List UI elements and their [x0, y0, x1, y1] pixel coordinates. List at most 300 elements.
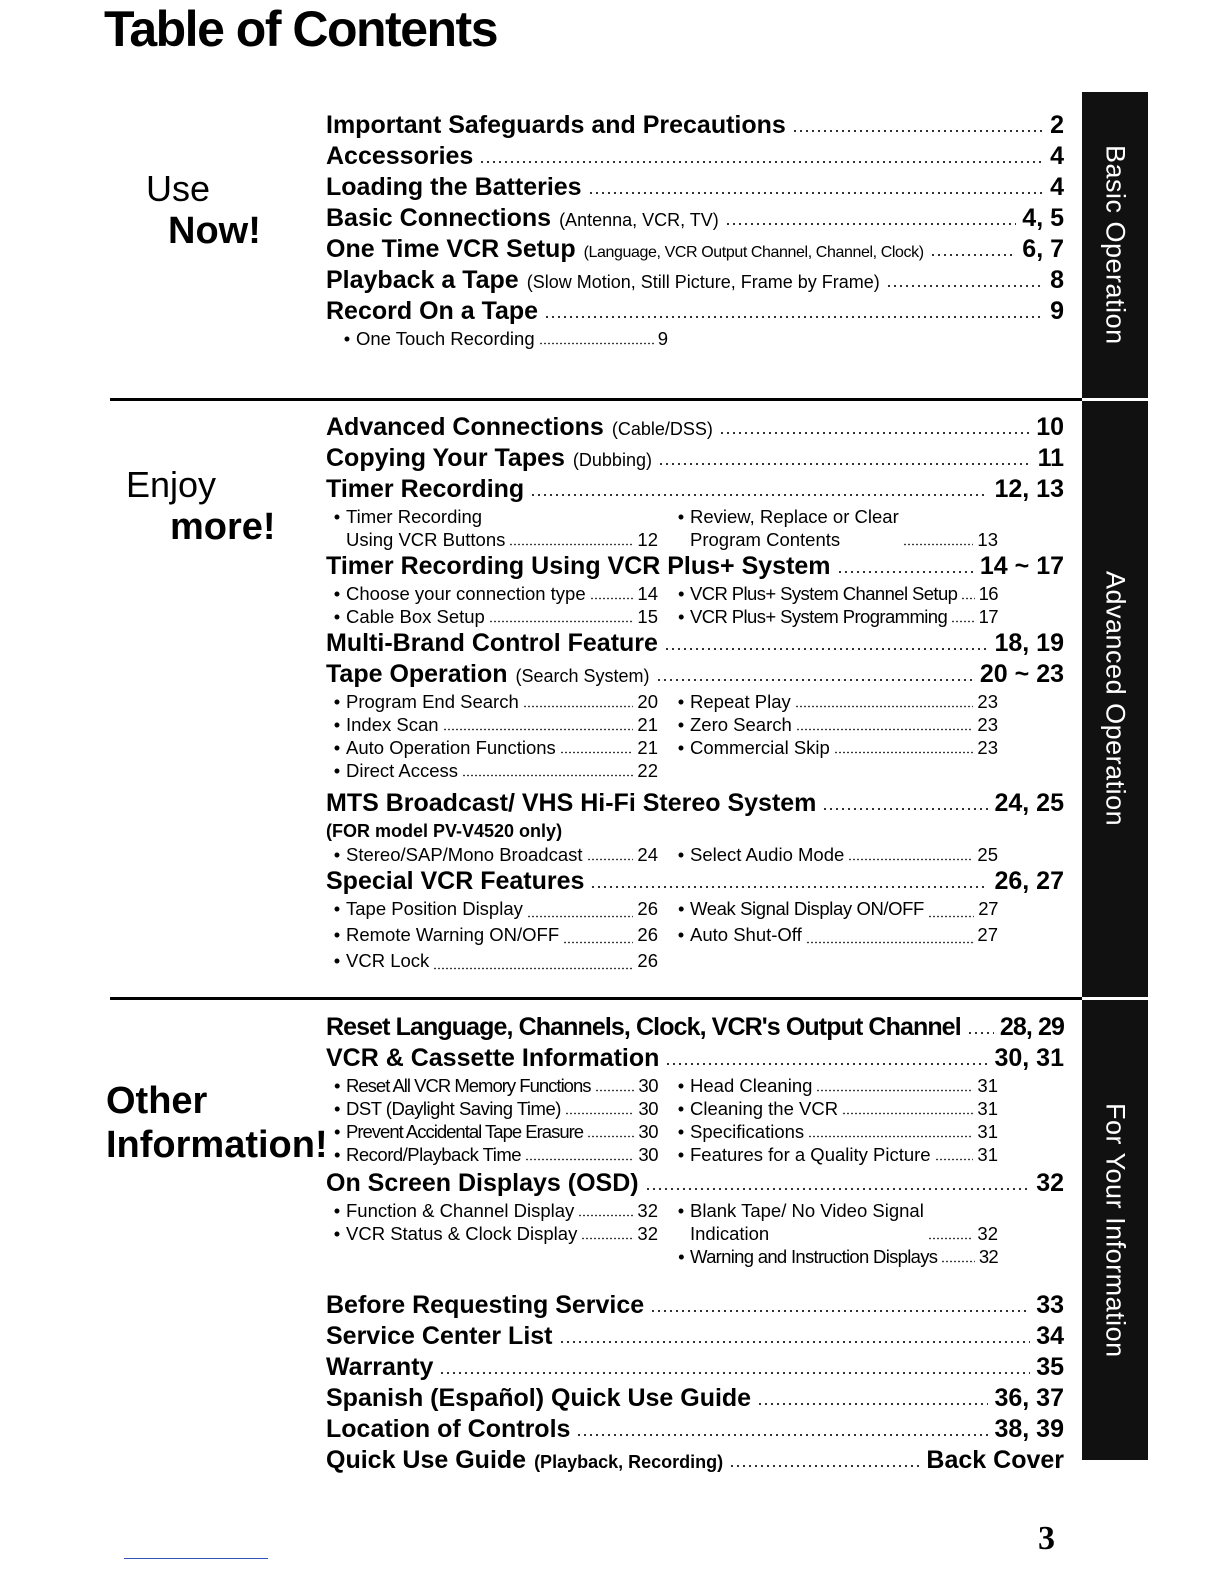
leader-dots — [523, 698, 634, 708]
leader-dots — [664, 637, 989, 651]
leader-dots — [967, 1021, 994, 1035]
leader-dots — [439, 1361, 1030, 1375]
leader-dots — [565, 1105, 635, 1115]
basic-entries — [326, 110, 1064, 350]
leader-dots — [808, 1128, 973, 1138]
leader-dots — [590, 590, 634, 600]
entry-page: 20 ~ 23 — [979, 660, 1064, 688]
bullet: • — [334, 1075, 340, 1096]
sub-entries — [328, 505, 1048, 551]
sub-text: Tape Position Display — [346, 898, 523, 919]
leader-dots — [928, 1230, 974, 1240]
sub-page: 13 — [977, 529, 998, 550]
sub-page: 12 — [637, 529, 658, 550]
bullet: • — [333, 950, 341, 971]
leader-dots — [941, 1253, 974, 1263]
sub-page: 24 — [637, 844, 658, 865]
sub-entry[interactable] — [328, 923, 658, 949]
tab-basic-operation[interactable] — [1082, 92, 1148, 398]
sub-page: 16 — [978, 583, 998, 604]
sub-entry[interactable] — [328, 690, 658, 713]
sub-page: 31 — [977, 1121, 998, 1142]
sub-text-line2: Using VCR Buttons — [346, 529, 506, 550]
entry-note: (Search System) — [515, 666, 650, 686]
entry-note: (Playback, Recording) — [534, 1452, 724, 1472]
entry-page: 11 — [1037, 444, 1064, 472]
sub-entry[interactable] — [672, 897, 998, 923]
sub-entry[interactable] — [672, 605, 998, 628]
entry-page: 9 — [1050, 297, 1064, 325]
sub-page: 21 — [637, 714, 658, 735]
sub-entry[interactable] — [328, 582, 658, 605]
sub-entry[interactable] — [672, 843, 998, 866]
bullet: • — [333, 898, 341, 919]
entry-note: (Antenna, VCR, TV) — [559, 210, 719, 230]
leader-dots — [479, 150, 1044, 164]
entry-title: Basic Connections — [326, 204, 552, 232]
entry-page: 4 — [1050, 173, 1064, 201]
entry-page: 38, 39 — [994, 1415, 1064, 1443]
entry-page: 4 — [1050, 142, 1064, 170]
sub-text: VCR Status & Clock Display — [346, 1223, 578, 1244]
bullet: • — [677, 737, 685, 758]
sub-text: Repeat Play — [690, 691, 791, 712]
entry-title: One Time VCR Setup — [326, 235, 576, 263]
toc-entry[interactable] — [326, 1012, 1064, 1043]
sub-page: 15 — [637, 606, 658, 627]
sub-entry[interactable] — [672, 1245, 998, 1268]
bullet: • — [334, 1098, 340, 1119]
sub-text: Direct Access — [346, 760, 459, 781]
leader-dots — [951, 613, 974, 623]
leader-dots — [837, 560, 974, 574]
sub-text: Zero Search — [690, 714, 792, 735]
bullet: • — [677, 898, 685, 919]
sub-text-line1: Timer Recording — [346, 506, 483, 527]
bullet: • — [333, 737, 341, 758]
sub-entries — [328, 1074, 1048, 1166]
sub-text: Warning and Instruction Displays — [690, 1246, 938, 1267]
sub-text: Specifications — [690, 1121, 805, 1142]
toc-entry[interactable] — [326, 1383, 1064, 1414]
leader-dots — [587, 851, 634, 861]
sub-text-line1: Review, Replace or Clear — [690, 506, 899, 527]
leader-dots — [886, 274, 1044, 288]
sub-text: Auto Shut-Off — [690, 924, 802, 945]
entry-title: Location of Controls — [326, 1415, 571, 1443]
leader-dots — [539, 335, 654, 345]
toc-entry[interactable] — [326, 412, 1064, 443]
leader-dots — [903, 536, 974, 546]
entry-page: 4, 5 — [1022, 204, 1064, 232]
toc-entry[interactable] — [326, 551, 1064, 582]
sub-entry[interactable] — [328, 605, 658, 628]
sub-page: 30 — [638, 1075, 658, 1096]
sub-entry[interactable] — [328, 897, 658, 923]
bullet: • — [677, 714, 685, 735]
sub-text: Choose your connection type — [346, 583, 586, 604]
bullet: • — [333, 924, 341, 945]
leader-dots — [462, 767, 633, 777]
entry-page: 2 — [1050, 111, 1064, 139]
sub-text: Reset All VCR Memory Functions — [346, 1075, 591, 1096]
toc-entry[interactable] — [326, 443, 1064, 474]
leader-dots — [525, 1151, 634, 1161]
leader-dots — [578, 1207, 633, 1217]
sub-page: 30 — [638, 1121, 658, 1142]
sub-text: Select Audio Mode — [690, 844, 845, 865]
sub-text: Features for a Quality Picture — [690, 1144, 931, 1165]
sub-entry[interactable] — [328, 713, 658, 736]
leader-dots — [729, 1454, 920, 1468]
leader-dots — [757, 1392, 988, 1406]
entry-title: Service Center List — [326, 1322, 553, 1350]
leader-dots — [576, 1423, 988, 1437]
leader-dots — [842, 1105, 973, 1115]
sub-entry[interactable] — [672, 713, 998, 736]
leader-dots — [930, 243, 1017, 257]
section-divider — [110, 398, 1082, 401]
sub-page: 25 — [977, 844, 998, 865]
toc-entry[interactable] — [326, 474, 1064, 505]
sub-page: 9 — [657, 328, 668, 349]
entry-title: On Screen Displays (OSD) — [326, 1169, 639, 1197]
sub-entry[interactable] — [672, 923, 998, 949]
sub-text-line2: Indication — [690, 1223, 770, 1244]
leader-dots — [665, 1052, 988, 1066]
section-label-use-now — [146, 168, 261, 252]
bullet: • — [333, 606, 341, 627]
entry-page: 30, 31 — [994, 1044, 1064, 1072]
section-label-line2: Now! — [168, 210, 261, 252]
sub-text: Head Cleaning — [690, 1075, 813, 1096]
bullet: • — [677, 506, 685, 527]
leader-dots — [806, 934, 974, 944]
entry-page: 32 — [1036, 1169, 1064, 1197]
entry-title: Reset Language, Channels, Clock, VCR's Output Channel — [326, 1013, 961, 1041]
leader-dots — [530, 483, 988, 497]
tab-label: Basic Operation — [1100, 145, 1131, 345]
section-label-line2: more! — [170, 506, 276, 548]
sub-entry[interactable] — [672, 1199, 998, 1245]
sub-page: 23 — [977, 691, 998, 712]
sub-entry[interactable] — [672, 1120, 998, 1143]
leader-dots — [544, 305, 1044, 319]
entry-page: 34 — [1036, 1322, 1064, 1350]
sub-text: Index Scan — [346, 714, 439, 735]
leader-dots — [563, 934, 633, 944]
sub-text: Auto Operation Functions — [346, 737, 556, 758]
sub-entry[interactable] — [672, 736, 998, 759]
entry-title: Copying Your Tapes — [326, 444, 565, 472]
sub-text: Program End Search — [346, 691, 519, 712]
sub-page: 21 — [637, 737, 658, 758]
tab-advanced-operation[interactable] — [1082, 401, 1148, 997]
toc-entry[interactable] — [326, 172, 1064, 203]
entry-title: Quick Use Guide — [326, 1446, 527, 1474]
sub-text: Function & Channel Display — [346, 1200, 575, 1221]
entry-page: 33 — [1036, 1291, 1064, 1319]
sub-entry[interactable] — [328, 1143, 658, 1166]
sub-entry[interactable] — [672, 1074, 998, 1097]
bullet: • — [334, 1144, 340, 1165]
sub-page: 32 — [978, 1246, 998, 1267]
sub-page: 31 — [977, 1098, 998, 1119]
leader-dots — [588, 181, 1045, 195]
entry-note: (Language, VCR Output Channel, Channel, Clock) — [583, 244, 924, 261]
tab-for-your-information[interactable] — [1082, 1000, 1148, 1460]
sub-entries — [328, 843, 1048, 866]
toc-entry[interactable] — [326, 234, 1064, 265]
toc-entry[interactable] — [326, 1168, 1064, 1199]
page-number: 3 — [1038, 1520, 1055, 1557]
sub-entry[interactable] — [328, 1120, 658, 1143]
entry-title: Loading the Batteries — [326, 173, 582, 201]
sub-text: DST (Daylight Saving Time) — [346, 1098, 561, 1119]
toc-entry[interactable] — [326, 1445, 1064, 1476]
entry-page: 6, 7 — [1022, 235, 1064, 263]
bullet: • — [333, 583, 341, 604]
entry-page: 8 — [1050, 266, 1064, 294]
sub-entry[interactable] — [672, 1097, 998, 1120]
entry-note: (Slow Motion, Still Picture, Frame by Frame) — [526, 272, 880, 292]
leader-dots — [719, 421, 1030, 435]
sub-page: 31 — [977, 1075, 998, 1096]
sub-entries — [328, 690, 1048, 782]
leader-dots — [796, 721, 974, 731]
sub-entry[interactable] — [328, 1222, 658, 1245]
sub-page: 26 — [637, 924, 658, 945]
leader-dots — [961, 590, 974, 600]
leader-dots — [928, 908, 974, 918]
entry-note: (Cable/DSS) — [611, 419, 713, 439]
entry-title: Record On a Tape — [326, 297, 539, 325]
leader-dots — [650, 1299, 1030, 1313]
toc-entry[interactable] — [326, 1043, 1064, 1074]
bullet: • — [677, 844, 685, 865]
sub-text: Cleaning the VCR — [690, 1098, 839, 1119]
bullet: • — [333, 691, 341, 712]
entry-title: Timer Recording Using VCR Plus+ System — [326, 552, 831, 580]
sub-entry[interactable] — [328, 1199, 658, 1222]
sub-entry[interactable] — [328, 1097, 658, 1120]
sub-page: 30 — [638, 1144, 658, 1165]
bullet: • — [333, 714, 341, 735]
sub-text: Cable Box Setup — [346, 606, 485, 627]
sub-text: VCR Lock — [346, 950, 430, 971]
toc-entry[interactable] — [326, 788, 1064, 819]
toc-entry[interactable] — [326, 265, 1064, 296]
entry-title: Timer Recording — [326, 475, 525, 503]
leader-dots — [848, 851, 973, 861]
sub-page: 14 — [637, 583, 658, 604]
leader-dots — [433, 960, 633, 970]
leader-dots — [509, 536, 633, 546]
section-label-other-information — [106, 1080, 328, 1166]
sub-entry[interactable] — [672, 582, 998, 605]
bullet: • — [677, 1075, 685, 1096]
entry-title: Advanced Connections — [326, 413, 604, 441]
sub-page: 26 — [637, 950, 658, 971]
sub-text: VCR Plus+ System Programming — [690, 606, 948, 627]
sub-entries — [328, 1199, 1048, 1268]
toc-entry[interactable] — [326, 659, 1064, 690]
sub-page: 32 — [637, 1223, 658, 1244]
leader-dots — [725, 212, 1017, 226]
bullet: • — [343, 328, 351, 349]
sub-page: 26 — [637, 898, 658, 919]
entry-title: Playback a Tape — [326, 266, 519, 294]
entry-title: Multi-Brand Control Feature — [326, 629, 658, 657]
leader-dots — [658, 452, 1032, 466]
entry-page: 36, 37 — [994, 1384, 1064, 1412]
toc-entry[interactable] — [326, 203, 1064, 234]
bullet: • — [677, 1121, 685, 1142]
leader-dots — [443, 721, 634, 731]
leader-dots — [560, 744, 634, 754]
toc-entry[interactable] — [326, 141, 1064, 172]
sub-page: 23 — [977, 714, 998, 735]
entry-title: VCR & Cassette Information — [326, 1044, 660, 1072]
sub-text: Prevent Accidental Tape Erasure — [346, 1121, 584, 1142]
sub-text: Stereo/SAP/Mono Broadcast — [346, 844, 583, 865]
sub-page: 22 — [637, 760, 658, 781]
model-note: (FOR model PV-V4520 only) — [326, 821, 563, 841]
entry-title: Spanish (Español) Quick Use Guide — [326, 1384, 752, 1412]
sub-entry[interactable] — [672, 690, 998, 713]
footer-rule — [124, 1558, 268, 1559]
sub-page: 27 — [978, 898, 998, 919]
bullet: • — [677, 1144, 685, 1165]
bullet: • — [678, 606, 684, 627]
leader-dots — [489, 613, 634, 623]
leader-dots — [935, 1151, 974, 1161]
section-divider — [110, 997, 1082, 1000]
toc-entry[interactable] — [326, 110, 1064, 141]
section-label-line1: Other — [106, 1080, 208, 1122]
sub-entry[interactable] — [328, 949, 658, 975]
toc-entry[interactable] — [326, 1321, 1064, 1352]
bullet: • — [333, 1200, 341, 1221]
bullet: • — [677, 691, 685, 712]
toc-entry[interactable] — [326, 296, 1064, 327]
sub-page: 17 — [978, 606, 998, 627]
leader-dots — [527, 908, 634, 918]
sub-page: 32 — [977, 1223, 998, 1244]
sub-page: 27 — [977, 924, 998, 945]
leader-dots — [816, 1082, 973, 1092]
entry-page: 18, 19 — [994, 629, 1064, 657]
toc-entry[interactable] — [326, 1352, 1064, 1383]
toc-entry[interactable] — [326, 866, 1064, 897]
sub-text: One Touch Recording — [356, 328, 535, 349]
leader-dots — [581, 1230, 633, 1240]
sub-entry[interactable] — [328, 843, 658, 866]
sub-entry[interactable] — [338, 327, 668, 350]
entry-title: Before Requesting Service — [326, 1291, 645, 1319]
sub-page: 23 — [977, 737, 998, 758]
entry-page: 35 — [1036, 1353, 1064, 1381]
entry-title: Important Safeguards and Precautions — [326, 111, 786, 139]
entry-title: Special VCR Features — [326, 867, 585, 895]
entry-title: Tape Operation — [326, 660, 508, 688]
entry-title: MTS Broadcast/ VHS Hi-Fi Stereo System — [326, 789, 817, 817]
leader-dots — [595, 1082, 635, 1092]
sub-text: Weak Signal Display ON/OFF — [690, 898, 924, 919]
section-label-line1: Use — [146, 168, 211, 209]
sub-entry[interactable] — [328, 736, 658, 759]
leader-dots — [795, 698, 974, 708]
bullet: • — [333, 506, 341, 527]
entry-note: (Dubbing) — [572, 450, 652, 470]
sub-entry[interactable] — [328, 759, 658, 782]
leader-dots — [587, 1128, 634, 1138]
bullet: • — [677, 1098, 685, 1119]
sub-entry[interactable] — [328, 505, 658, 551]
sub-entry[interactable] — [672, 1143, 998, 1166]
leader-dots — [590, 875, 988, 889]
bullet: • — [333, 844, 341, 865]
section-label-line2: Information! — [106, 1124, 328, 1166]
entry-page: 24, 25 — [994, 789, 1064, 817]
leader-dots — [645, 1177, 1031, 1191]
sub-entry[interactable] — [328, 1074, 658, 1097]
sub-text-line2: Program Contents — [690, 529, 841, 550]
sub-text-line1: Blank Tape/ No Video Signal — [690, 1200, 924, 1221]
sub-page: 30 — [638, 1098, 658, 1119]
toc-entry[interactable] — [326, 1290, 1064, 1321]
entry-page: Back Cover — [926, 1446, 1064, 1474]
sub-text: Record/Playback Time — [346, 1144, 522, 1165]
entry-page: 10 — [1036, 413, 1064, 441]
toc-entry[interactable] — [326, 628, 1064, 659]
sub-entry[interactable] — [672, 505, 998, 551]
entry-page: 26, 27 — [994, 867, 1064, 895]
sub-page: 20 — [637, 691, 658, 712]
tab-label: Advanced Operation — [1100, 571, 1131, 827]
entry-title: Warranty — [326, 1353, 434, 1381]
entry-page: 28, 29 — [999, 1013, 1064, 1041]
other-entries — [326, 1012, 1064, 1476]
sub-entries — [328, 582, 1048, 628]
sub-page: 31 — [977, 1144, 998, 1165]
leader-dots — [834, 744, 974, 754]
sub-text: Commercial Skip — [690, 737, 830, 758]
sub-text: VCR Plus+ System Channel Setup — [690, 583, 958, 604]
bullet: • — [333, 760, 341, 781]
leader-dots — [822, 797, 988, 811]
bullet: • — [678, 1246, 684, 1267]
entry-page: 14 ~ 17 — [979, 552, 1064, 580]
advanced-entries — [326, 412, 1064, 975]
bullet: • — [677, 1200, 685, 1221]
sub-page: 32 — [637, 1200, 658, 1221]
bullet: • — [333, 1223, 341, 1244]
leader-dots — [559, 1330, 1031, 1344]
leader-dots — [792, 119, 1044, 133]
section-label-enjoy-more — [126, 464, 276, 548]
section-label-line1: Enjoy — [126, 464, 217, 505]
page-title: Table of Contents — [104, 1, 498, 57]
sub-text: Remote Warning ON/OFF — [346, 924, 560, 945]
sub-entries — [328, 327, 1048, 350]
entry-title: Accessories — [326, 142, 474, 170]
bullet: • — [334, 1121, 340, 1142]
bullet: • — [678, 583, 684, 604]
toc-entry[interactable] — [326, 1414, 1064, 1445]
entry-page: 12, 13 — [994, 475, 1064, 503]
sub-entries — [328, 897, 1048, 975]
